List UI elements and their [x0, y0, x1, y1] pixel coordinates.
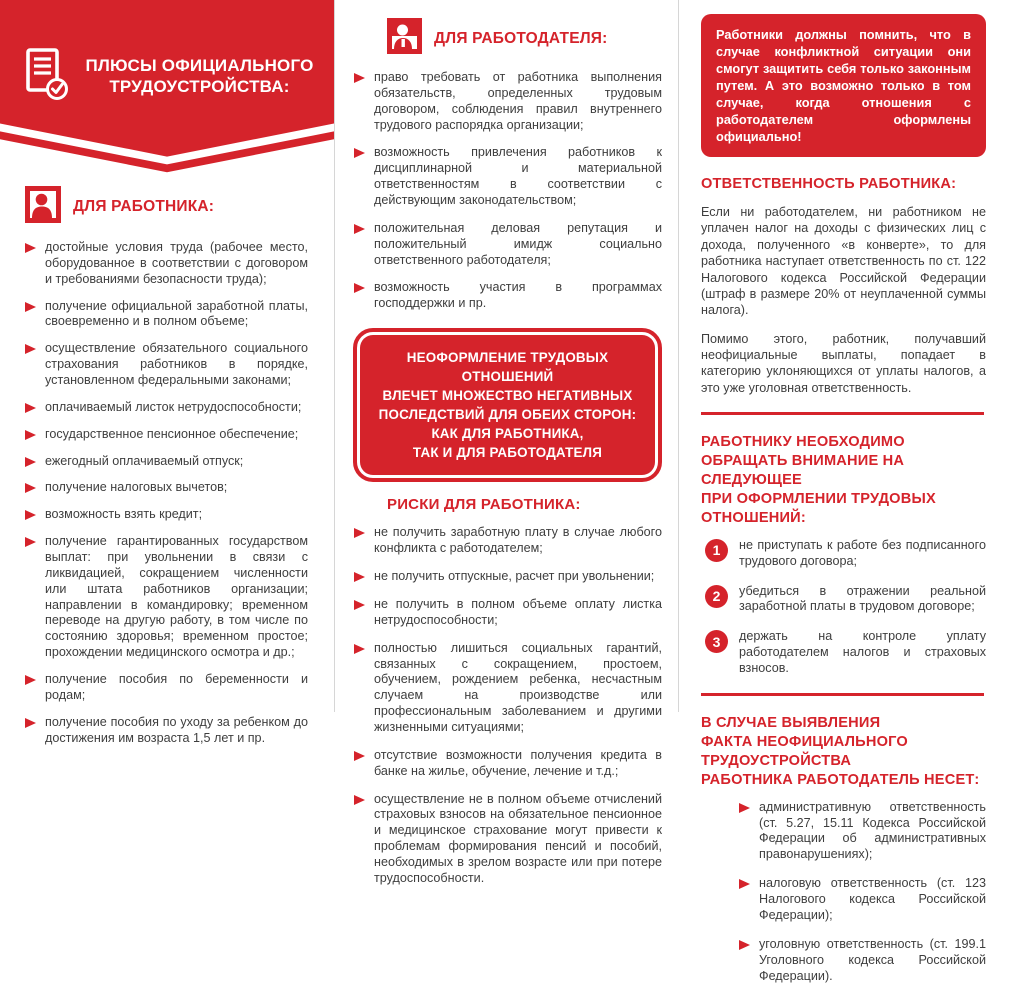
- list-item: [739, 876, 986, 924]
- list-item: [25, 427, 308, 443]
- section-divider: [701, 693, 984, 696]
- warning-text-line: ВЛЕЧЕТ МНОЖЕСТВО НЕГАТИВНЫХ: [382, 388, 633, 404]
- list-item-text: возможность привлечения работников к дисциплинарной и материальной ответственностям в соответствии с действующим законодательством;: [374, 145, 662, 208]
- responsibility-title: ОТВЕТСТВЕННОСТЬ РАБОТНИКА:: [701, 176, 957, 193]
- section-divider: [701, 412, 984, 415]
- employer-benefits-list: [354, 70, 662, 312]
- warning-box-inner: [360, 335, 655, 475]
- paragraph: Помимо этого, работник, получавший неофициальные выплаты, попадает в категорию уклоняющихся от уплаты налогов, а это уже уголовная ответственность.: [701, 331, 986, 395]
- list-item: [25, 480, 308, 496]
- attention-title-line: ОБРАЩАТЬ ВНИМАНИЕ НА СЛЕДУЮЩЕЕ: [701, 453, 905, 488]
- worker-section-title: ДЛЯ РАБОТНИКА:: [73, 198, 215, 215]
- document-check-icon: [24, 47, 70, 106]
- worker-benefits-list: [25, 240, 308, 746]
- bullet-triangle-icon: [354, 644, 365, 654]
- worker-badge-icon: [25, 186, 61, 228]
- bullet-triangle-icon: [354, 572, 365, 582]
- liability-title-line: ФАКТА НЕОФИЦИАЛЬНОГО ТРУДОУСТРОЙСТВА: [701, 733, 908, 769]
- list-item-text: получение официальной заработной платы, своевременно и в полном объеме;: [45, 298, 308, 329]
- bullet-triangle-icon: [25, 344, 36, 354]
- bullet-triangle-icon: [354, 600, 365, 610]
- step-text: убедиться в отражении реальной заработной платы в трудовом договоре;: [739, 583, 986, 614]
- list-item-text: достойные условия труда (рабочее место, оборудованное в соответствии с договором и требованиями безопасности труда);: [45, 240, 308, 286]
- list-item-text: не получить заработную плату в случае любого конфликта с работодателем;: [374, 525, 662, 556]
- bullet-triangle-icon: [25, 457, 36, 467]
- attention-steps-list: [705, 538, 986, 677]
- employer-section-title: ДЛЯ РАБОТОДАТЕЛЯ:: [434, 29, 608, 47]
- step-item: [705, 629, 986, 677]
- list-item: [354, 221, 662, 269]
- list-item: [25, 400, 308, 416]
- page-title: [85, 55, 313, 98]
- column-middle: [335, 0, 678, 885]
- list-item-text: положительная деловая репутация и положительный имидж социально ответственного работодателя;: [374, 220, 662, 267]
- bullet-triangle-icon: [25, 675, 36, 685]
- fold-line-right: [678, 0, 679, 712]
- column-left: [0, 0, 334, 745]
- list-item-text: не получить отпускные, расчет при увольнении;: [374, 569, 655, 584]
- list-item-text: осуществление обязательного социального страхования работников в порядке, установленном федеральными законами;: [45, 341, 308, 388]
- list-item-text: полностью лишиться социальных гарантий, связанных с сокращением, простоем, обучением, рождением ребенка, несчастным случаем на производстве или профессиональным заболеванием и другими жизненными ситуациями;: [374, 640, 662, 734]
- list-item-text: административную ответственность (ст. 5.27, 15.11 Кодекса Российской Федерации об административных правонарушениях);: [759, 799, 986, 862]
- employer-badge-icon: [387, 18, 422, 59]
- warning-box: [353, 328, 662, 482]
- list-item-text: получение пособия по беременности и родам;: [45, 672, 308, 702]
- warning-text-line: КАК ДЛЯ РАБОТНИКА,: [431, 426, 584, 442]
- list-item-text: ежегодный оплачиваемый отпуск;: [45, 453, 244, 468]
- employer-liability-list: [739, 800, 986, 984]
- bullet-triangle-icon: [354, 751, 365, 761]
- list-item-text: получение пособия по уходу за ребенком до достижения им возраста 1,5 лет и пр.: [45, 714, 308, 745]
- list-item-text: отсутствие возможности получения кредита в банке на жилье, обучение, лечение и т.д.;: [374, 747, 662, 778]
- bullet-triangle-icon: [739, 803, 750, 813]
- list-item-text: возможность взять кредит;: [45, 507, 203, 522]
- liability-section: [700, 714, 986, 984]
- list-item: [354, 748, 662, 780]
- step-text: не приступать к работе без подписанного трудового договора;: [739, 537, 986, 568]
- responsibility-paragraphs: [700, 204, 986, 396]
- page-title-line: ТРУДОУСТРОЙСТВА:: [109, 77, 290, 96]
- bullet-triangle-icon: [739, 940, 750, 950]
- list-item: [25, 240, 308, 288]
- list-item-text: осуществление не в полном объеме отчислений страховых взносов на обязательное пенсионное и медицинское страхование могут привести к проблемам формирования пенсий и пособий, необходимых в зрелом возрасте или при потере трудоспособности.: [374, 791, 662, 885]
- liability-title-line: В СЛУЧАЕ ВЫЯВЛЕНИЯ: [701, 714, 881, 731]
- fold-line-left: [334, 0, 335, 712]
- warning-text-line: НЕОФОРМЛЕНИЕ ТРУДОВЫХ ОТНОШЕНИЙ: [406, 350, 609, 385]
- list-item-text: не получить в полном объеме оплату листка нетрудоспособности;: [374, 596, 662, 627]
- list-item-text: уголовную ответственность (ст. 199.1 Уголовного кодекса Российской Федерации).: [759, 936, 986, 983]
- list-item: [354, 597, 662, 629]
- bullet-triangle-icon: [354, 148, 365, 158]
- list-item-text: возможность участия в программах господдержки и пр.: [374, 280, 662, 311]
- list-item: [25, 341, 308, 389]
- step-number-badge: 1: [705, 539, 728, 562]
- bullet-triangle-icon: [354, 528, 365, 538]
- list-item: [354, 569, 662, 585]
- notice-box: [701, 14, 986, 157]
- bullet-triangle-icon: [25, 243, 36, 253]
- bullet-triangle-icon: [354, 73, 365, 83]
- list-item: [354, 145, 662, 208]
- bullet-triangle-icon: [354, 224, 365, 234]
- notice-text: Работники должны помнить, что в случае конфликтной ситуации они смогут защитить себя только законным путем. А это возможно только в том случае, когда отношения с работодателем оформлены официально!: [716, 27, 971, 145]
- list-item-text: право требовать от работника выполнения обязательств, определенных трудовым договором, соблюдения правил внутреннего трудового распорядка организации;: [374, 70, 662, 132]
- bullet-triangle-icon: [25, 510, 36, 520]
- list-item: [25, 672, 308, 704]
- list-item-text: налоговую ответственность (ст. 123 Налогового кодекса Российской Федерации);: [759, 876, 986, 922]
- list-item-text: оплачиваемый листок нетрудоспособности;: [45, 399, 302, 414]
- liability-title: [701, 714, 986, 790]
- worker-section-header: [25, 186, 334, 228]
- attention-title: [701, 433, 986, 528]
- list-item-text: государственное пенсионное обеспечение;: [45, 426, 299, 441]
- step-item: [705, 538, 986, 570]
- list-item: [25, 715, 308, 747]
- step-number-badge: 3: [705, 630, 728, 653]
- bullet-triangle-icon: [25, 403, 36, 413]
- list-item: [739, 937, 986, 984]
- paragraph: Если ни работодателем, ни работником не уплачен налог на доходы с физических лиц с дохода, полученного «в конверте», то для работника наступает ответственность по ст. 122 Налогового кодекса Российской Федерации (штраф в размере 20% от неуплаченной суммы налога).: [701, 205, 986, 318]
- bullet-triangle-icon: [25, 483, 36, 493]
- worker-risks-list: [354, 525, 662, 886]
- list-item: [25, 507, 308, 523]
- list-item: [354, 641, 662, 736]
- list-item: [354, 70, 662, 133]
- list-item: [25, 299, 308, 331]
- list-item-text: получение налоговых вычетов;: [45, 480, 228, 495]
- bullet-triangle-icon: [739, 879, 750, 889]
- title-banner: [0, 0, 334, 174]
- step-item: [705, 584, 986, 616]
- attention-title-line: ПРИ ОФОРМЛЕНИИ ТРУДОВЫХ ОТНОШЕНИЙ:: [701, 490, 936, 526]
- list-item: [354, 280, 662, 312]
- bullet-triangle-icon: [354, 283, 365, 293]
- bullet-triangle-icon: [25, 718, 36, 728]
- step-text: держать на контроле уплату работодателем налогов и страховых взносов.: [739, 629, 986, 676]
- step-number-badge: 2: [705, 585, 728, 608]
- list-item: [354, 525, 662, 557]
- warning-text-line: ТАК И ДЛЯ РАБОТОДАТЕЛЯ: [412, 445, 603, 461]
- bullet-triangle-icon: [25, 430, 36, 440]
- warning-text-line: ПОСЛЕДСТВИЙ ДЛЯ ОБЕИХ СТОРОН:: [378, 407, 637, 423]
- list-item: [739, 800, 986, 863]
- list-item: [354, 792, 662, 887]
- list-item-text: получение гарантированных государством выплат: при увольнении в связи с ликвидацией, сокращением численности или штата работников организации; направлении в командировку; временном переводе на другую работу, в том числе по состоянию здоровья; временном простое; прохождении медицинского осмотра и др.;: [45, 534, 308, 660]
- column-right: [679, 0, 1011, 983]
- list-item: [25, 534, 308, 661]
- risks-section-title: РИСКИ ДЛЯ РАБОТНИКА:: [387, 496, 581, 514]
- page-title-line: ПЛЮСЫ ОФИЦИАЛЬНОГО: [85, 55, 314, 75]
- liability-title-line: РАБОТНИКА РАБОТОДАТЕЛЬ НЕСЕТ:: [701, 771, 980, 788]
- bullet-triangle-icon: [354, 795, 365, 805]
- bullet-triangle-icon: [25, 302, 36, 312]
- employer-section-header: [387, 18, 664, 59]
- bullet-triangle-icon: [25, 537, 36, 547]
- attention-title-line: РАБОТНИКУ НЕОБХОДИМО: [701, 434, 905, 451]
- list-item: [25, 454, 308, 470]
